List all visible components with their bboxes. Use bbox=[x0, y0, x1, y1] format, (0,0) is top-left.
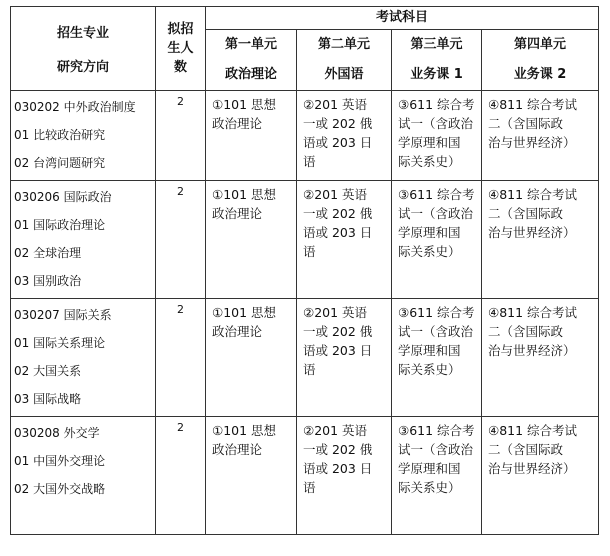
subject-line: ②201 英语 bbox=[303, 187, 368, 202]
direction: 02 大国关系 bbox=[14, 364, 82, 378]
subject-line: 政治理论 bbox=[212, 442, 263, 457]
subject-line: 语 bbox=[303, 244, 316, 259]
unit4-cell bbox=[482, 299, 599, 417]
subject-line: 治与世界经济） bbox=[488, 343, 576, 358]
subject-line: ①101 思想 bbox=[212, 423, 277, 438]
subject-line: 治与世界经济） bbox=[488, 461, 576, 476]
subject-line: 际关系史） bbox=[398, 480, 461, 495]
subject-line: ②201 英语 bbox=[303, 97, 368, 112]
unit4-title: 第四单元 bbox=[514, 37, 567, 52]
subject-line: 政治理论 bbox=[212, 324, 263, 339]
direction: 01 比较政治研究 bbox=[14, 128, 106, 142]
unit4-name: 业务课 2 bbox=[513, 67, 567, 82]
unit3-cell bbox=[392, 181, 482, 299]
subject-line: 治与世界经济） bbox=[488, 135, 576, 150]
subject-line: ①101 思想 bbox=[212, 305, 277, 320]
major-name: 030207 国际关系 bbox=[14, 308, 112, 322]
header-unit3 bbox=[392, 30, 482, 91]
unit2-cell bbox=[297, 181, 392, 299]
unit1-cell bbox=[206, 91, 297, 181]
table-row bbox=[11, 417, 599, 535]
unit2-cell bbox=[297, 417, 392, 535]
direction: 03 国际战略 bbox=[14, 392, 82, 406]
header-row-top bbox=[11, 7, 599, 30]
header-subjects: 考试科目 bbox=[206, 7, 599, 30]
subject-line: ③611 综合考 bbox=[398, 187, 475, 202]
subject-line: 语 bbox=[303, 154, 316, 169]
header-count-line2: 生人 bbox=[167, 41, 194, 56]
direction: 03 国别政治 bbox=[14, 274, 82, 288]
subject-line: 二（含国际政 bbox=[488, 206, 564, 221]
major-name: 030208 外交学 bbox=[14, 426, 100, 440]
subject-line: ②201 英语 bbox=[303, 305, 368, 320]
direction: 02 台湾问题研究 bbox=[14, 156, 106, 170]
unit3-name: 业务课 1 bbox=[410, 67, 463, 82]
subject-line: 学原理和国 bbox=[398, 225, 461, 240]
subject-line: 试一（含政治 bbox=[398, 116, 474, 131]
subject-line: ④811 综合考试 bbox=[488, 97, 578, 112]
unit3-cell bbox=[392, 91, 482, 181]
subject-line: ③611 综合考 bbox=[398, 423, 475, 438]
header-count-line1: 拟招 bbox=[167, 22, 194, 37]
major-cell bbox=[11, 181, 156, 299]
header-major-line1: 招生专业 bbox=[56, 25, 109, 41]
header-unit2 bbox=[297, 30, 392, 91]
subject-line: ①101 思想 bbox=[212, 187, 277, 202]
exam-subjects-table bbox=[10, 6, 599, 535]
header-unit4 bbox=[482, 30, 599, 91]
subject-line: 二（含国际政 bbox=[488, 116, 564, 131]
subject-line: 际关系史） bbox=[398, 154, 461, 169]
subject-line: 一或 202 俄 bbox=[303, 324, 373, 339]
table-row bbox=[11, 181, 599, 299]
subject-line: 学原理和国 bbox=[398, 135, 461, 150]
subject-line: ④811 综合考试 bbox=[488, 187, 578, 202]
subject-line: ④811 综合考试 bbox=[488, 305, 578, 320]
subject-line: 学原理和国 bbox=[398, 461, 461, 476]
major-name: 030202 中外政治制度 bbox=[14, 100, 136, 114]
unit4-cell bbox=[482, 181, 599, 299]
header-major bbox=[11, 7, 156, 91]
unit2-cell bbox=[297, 299, 392, 417]
subject-line: ③611 综合考 bbox=[398, 305, 475, 320]
table-row bbox=[11, 299, 599, 417]
subject-line: 试一（含政治 bbox=[398, 442, 474, 457]
unit4-cell bbox=[482, 417, 599, 535]
header-unit1 bbox=[206, 30, 297, 91]
subject-line: ①101 思想 bbox=[212, 97, 277, 112]
subject-line: 际关系史） bbox=[398, 244, 461, 259]
header-count bbox=[156, 7, 206, 91]
direction: 02 全球治理 bbox=[14, 246, 82, 260]
subject-line: 试一（含政治 bbox=[398, 324, 474, 339]
major-cell bbox=[11, 91, 156, 181]
direction: 01 国际政治理论 bbox=[14, 218, 106, 232]
unit2-cell bbox=[297, 91, 392, 181]
subject-line: 一或 202 俄 bbox=[303, 116, 373, 131]
subject-line: 语或 203 日 bbox=[303, 225, 373, 240]
subject-line: ④811 综合考试 bbox=[488, 423, 578, 438]
count-cell: 2 bbox=[156, 91, 206, 181]
subject-line: 政治理论 bbox=[212, 116, 263, 131]
subject-line: 试一（含政治 bbox=[398, 206, 474, 221]
subject-line: 际关系史） bbox=[398, 362, 461, 377]
subject-line: 学原理和国 bbox=[398, 343, 461, 358]
unit1-cell bbox=[206, 417, 297, 535]
count-cell: 2 bbox=[156, 299, 206, 417]
header-count-line3: 数 bbox=[173, 60, 187, 75]
subject-line: ②201 英语 bbox=[303, 423, 368, 438]
subject-line: 语或 203 日 bbox=[303, 343, 373, 358]
unit1-title: 第一单元 bbox=[224, 37, 277, 52]
unit3-title: 第三单元 bbox=[410, 37, 463, 52]
unit4-cell bbox=[482, 91, 599, 181]
direction: 01 中国外交理论 bbox=[14, 454, 106, 468]
unit1-cell bbox=[206, 299, 297, 417]
subject-line: 政治理论 bbox=[212, 206, 263, 221]
subject-line: ③611 综合考 bbox=[398, 97, 475, 112]
count-cell: 2 bbox=[156, 417, 206, 535]
unit2-title: 第二单元 bbox=[317, 37, 370, 52]
unit1-cell bbox=[206, 181, 297, 299]
subject-line: 一或 202 俄 bbox=[303, 206, 373, 221]
major-name: 030206 国际政治 bbox=[14, 190, 112, 204]
subject-line: 语 bbox=[303, 362, 316, 377]
unit3-cell bbox=[392, 299, 482, 417]
header-major-line2: 研究方向 bbox=[56, 59, 109, 75]
unit3-cell bbox=[392, 417, 482, 535]
subject-line: 语或 203 日 bbox=[303, 135, 373, 150]
subject-line: 一或 202 俄 bbox=[303, 442, 373, 457]
major-cell bbox=[11, 417, 156, 535]
subject-line: 语或 203 日 bbox=[303, 461, 373, 476]
subject-line: 二（含国际政 bbox=[488, 442, 564, 457]
direction: 02 大国外交战略 bbox=[14, 482, 106, 496]
table-row bbox=[11, 91, 599, 181]
count-cell: 2 bbox=[156, 181, 206, 299]
subject-line: 语 bbox=[303, 480, 316, 495]
subject-line: 二（含国际政 bbox=[488, 324, 564, 339]
major-cell bbox=[11, 299, 156, 417]
subject-line: 治与世界经济） bbox=[488, 225, 576, 240]
direction: 01 国际关系理论 bbox=[14, 336, 106, 350]
unit2-name: 外国语 bbox=[324, 67, 364, 82]
unit1-name: 政治理论 bbox=[224, 67, 277, 82]
